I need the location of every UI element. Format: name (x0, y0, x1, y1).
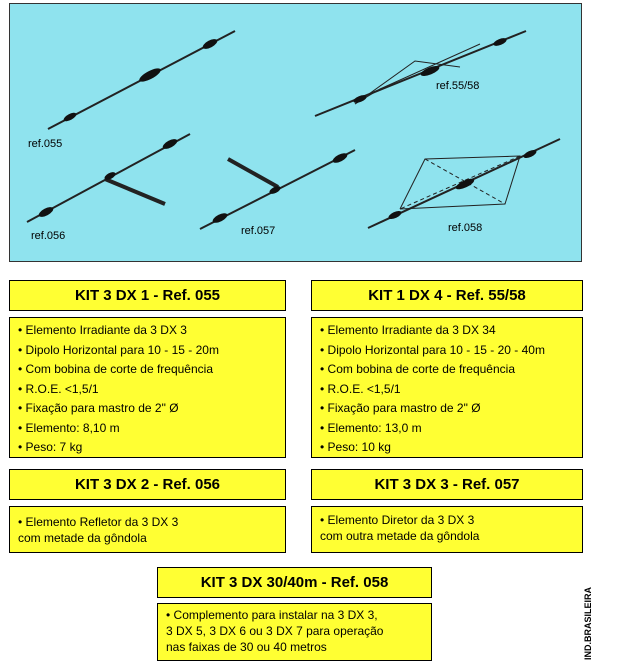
side-label: IND.BRASILEIRA (583, 586, 593, 660)
kit-5558-title-text: KIT 1 DX 4 - Ref. 55/58 (368, 287, 526, 304)
kit-055-specs (9, 317, 286, 458)
kit-055-item: • R.O.E. <1,5/1 (18, 381, 99, 396)
kit-055-title (9, 280, 286, 311)
ref-label-056: ref.056 (31, 230, 66, 242)
kit-056-text: • Elemento Refletor da 3 DX 3 com metade da gôndola (18, 515, 179, 545)
kit-5558-title (311, 280, 583, 311)
kit-056-specs (9, 506, 286, 553)
kit-5558-item: • Com bobina de corte de frequência (320, 362, 515, 376)
kit-5558-item: • Fixação para mastro de 2" Ø (320, 401, 481, 415)
kit-055-item: • Com bobina de corte de frequência (18, 362, 213, 376)
ref-label-055: ref.055 (28, 138, 63, 150)
kit-057-text: • Elemento Diretor da 3 DX 3 com outra metade da gôndola (320, 513, 480, 543)
ref-label-5558: ref.55/58 (436, 80, 480, 92)
kit-055-item: • Elemento Irradiante da 3 DX 3 (18, 323, 187, 337)
kit-056-title (9, 469, 286, 500)
kit-5558-item: • R.O.E. <1,5/1 (320, 381, 401, 396)
kit-057-title (311, 469, 583, 500)
kit-055-item: • Peso: 7 kg (18, 440, 83, 454)
kit-057-title-text: KIT 3 DX 3 - Ref. 057 (374, 476, 520, 493)
kit-058-title (157, 567, 432, 598)
antenna-illustration (9, 3, 582, 262)
kit-056-title-text: KIT 3 DX 2 - Ref. 056 (74, 476, 221, 493)
kit-5558-item: • Dipolo Horizontal para 10 - 15 - 20 - 40m (320, 342, 545, 357)
kit-055-item: • Dipolo Horizontal para 10 - 15 - 20m (18, 342, 219, 357)
kit-058-text: • Complemento para instalar na 3 DX 3, 3 DX 5, 3 DX 6 ou 3 DX 7 para operação nas faixas de 30 ou 40 metros (166, 608, 384, 654)
kit-055-item: • Fixação para mastro de 2" Ø (18, 401, 179, 415)
ref-label-057: ref.057 (241, 225, 276, 237)
kit-5558-item: • Peso: 10 kg (320, 440, 391, 454)
kit-058-title-text: KIT 3 DX 30/40m - Ref. 058 (200, 574, 389, 591)
kit-055-title-text: KIT 3 DX 1 - Ref. 055 (74, 287, 221, 304)
kit-5558-item: • Elemento: 13,0 m (320, 420, 422, 435)
kit-057-specs (311, 506, 583, 553)
ref-label-058: ref.058 (448, 222, 483, 234)
kit-055-item: • Elemento: 8,10 m (18, 420, 120, 435)
antenna-drawings (10, 4, 583, 263)
kit-058-specs (157, 603, 432, 661)
kit-5558-item: • Elemento Irradiante da 3 DX 34 (320, 323, 496, 337)
kit-5558-specs (311, 317, 583, 458)
